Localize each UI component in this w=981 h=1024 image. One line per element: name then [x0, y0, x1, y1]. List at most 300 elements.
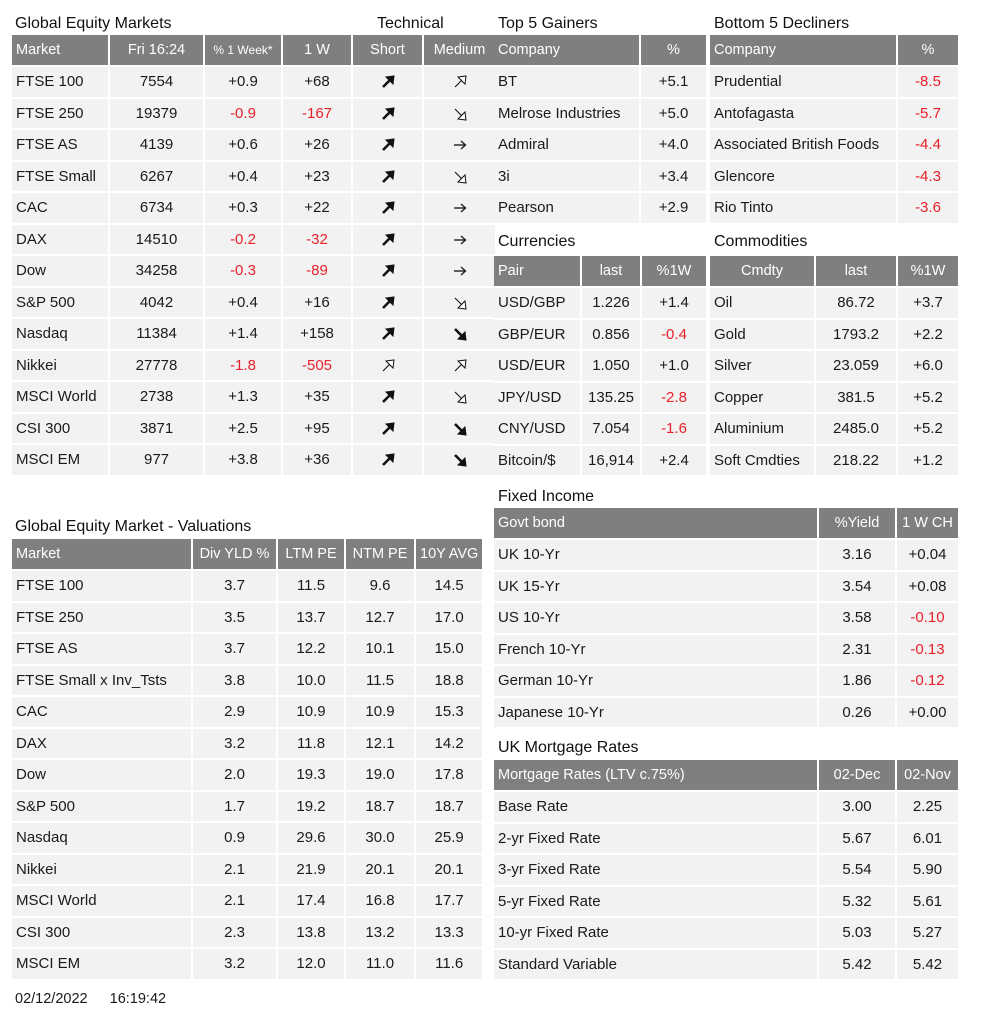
avg-10y-cell: 17.8 — [416, 758, 482, 790]
pct-cell: +5.1 — [641, 65, 706, 97]
last-cell: 135.25 — [582, 381, 642, 413]
short-trend-cell — [353, 223, 424, 255]
fixed-income-table — [494, 508, 958, 727]
yield-cell: 2.31 — [819, 633, 897, 665]
col-last: last — [816, 256, 898, 286]
col-pct: % — [641, 35, 706, 65]
market-name-cell: Nasdaq — [12, 821, 193, 853]
change-1w-cell: +158 — [283, 317, 353, 349]
change-1w-cell: -0.10 — [897, 601, 958, 633]
col-ltm: LTM PE — [278, 539, 346, 569]
pct-week-cell: +0.6 — [205, 128, 283, 160]
change-1w-cell: +68 — [283, 65, 353, 97]
col-company: Company — [710, 35, 898, 65]
short-trend-cell — [353, 97, 424, 129]
dec-rate-cell: 5.54 — [819, 853, 897, 885]
last-cell: 1793.2 — [816, 318, 898, 350]
change-1w-cell: +16 — [283, 286, 353, 318]
rate-name-cell: 5-yr Fixed Rate — [494, 885, 819, 917]
fixed-income-header-row — [494, 508, 958, 538]
table-row — [494, 633, 958, 665]
ntm-pe-cell: 19.0 — [346, 758, 416, 790]
arrow-up-right-bold-icon — [380, 105, 396, 122]
pair-cell: JPY/USD — [494, 381, 582, 413]
market-name-cell: Nikkei — [12, 349, 110, 381]
ntm-pe-cell: 10.9 — [346, 695, 416, 727]
table-row — [12, 128, 495, 160]
table-row — [710, 160, 958, 192]
avg-10y-cell: 11.6 — [416, 947, 482, 979]
market-name-cell: CAC — [12, 695, 193, 727]
div-yield-cell: 3.7 — [193, 632, 278, 664]
arrow-up-right-bold-icon — [380, 262, 396, 279]
change-1w-cell: +26 — [283, 128, 353, 160]
currencies-header-row — [494, 256, 706, 286]
arrow-right-icon — [452, 199, 468, 216]
table-row — [494, 538, 958, 570]
table-row — [12, 758, 482, 790]
change-1w-cell: +0.08 — [897, 570, 958, 602]
table-row — [12, 601, 482, 633]
price-cell: 19379 — [110, 97, 205, 129]
pct-week-cell: +2.5 — [205, 412, 283, 444]
change-1w-cell: +6.0 — [898, 349, 958, 381]
market-name-cell: CSI 300 — [12, 412, 110, 444]
col-short: Short — [353, 35, 424, 65]
pct-cell: -3.6 — [898, 191, 958, 223]
market-name-cell: Dow — [12, 254, 110, 286]
commodity-cell: Soft Cmdties — [710, 444, 816, 476]
table-row — [494, 349, 706, 381]
change-1w-cell: +22 — [283, 191, 353, 223]
div-yield-cell: 2.1 — [193, 884, 278, 916]
div-yield-cell: 3.7 — [193, 569, 278, 601]
table-row — [494, 381, 706, 413]
table-row — [12, 916, 482, 948]
table-row — [710, 349, 958, 381]
last-cell: 23.059 — [816, 349, 898, 381]
medium-trend-cell — [424, 286, 495, 318]
arrow-up-right-bold-icon — [380, 325, 396, 342]
mortgage-table-wrap — [494, 760, 958, 979]
div-yield-cell: 2.1 — [193, 853, 278, 885]
equity-table-wrap — [12, 35, 495, 475]
change-1w-cell: +35 — [283, 380, 353, 412]
div-yield-cell: 2.9 — [193, 695, 278, 727]
pct-cell: +3.4 — [641, 160, 706, 192]
table-row — [12, 821, 482, 853]
dec-rate-cell: 3.00 — [819, 790, 897, 822]
table-row — [710, 286, 958, 318]
arrow-right-icon — [452, 231, 468, 248]
table-row — [12, 191, 495, 223]
medium-trend-cell — [424, 223, 495, 255]
commodity-cell: Silver — [710, 349, 816, 381]
equity-header-row — [12, 35, 495, 65]
div-yield-cell: 2.0 — [193, 758, 278, 790]
arrow-up-right-bold-icon — [380, 231, 396, 248]
equity-title: Global Equity Markets — [15, 15, 172, 32]
table-row — [12, 349, 495, 381]
table-row — [494, 885, 958, 917]
table-row — [494, 444, 706, 476]
market-name-cell: Nasdaq — [12, 317, 110, 349]
arrow-up-right-bold-icon — [380, 73, 396, 90]
price-cell: 3871 — [110, 412, 205, 444]
yield-cell: 3.16 — [819, 538, 897, 570]
ltm-pe-cell: 13.7 — [278, 601, 346, 633]
ltm-pe-cell: 10.0 — [278, 664, 346, 696]
col-medium: Medium — [424, 35, 495, 65]
short-trend-cell — [353, 317, 424, 349]
change-1w-cell: +0.00 — [897, 696, 958, 728]
pct-week-cell: -1.8 — [205, 349, 283, 381]
col-yield: %Yield — [819, 508, 897, 538]
change-1w-cell: +5.2 — [898, 381, 958, 413]
last-cell: 2485.0 — [816, 412, 898, 444]
table-row — [494, 853, 958, 885]
col-1w: %1W — [898, 256, 958, 286]
pct-week-cell: +1.4 — [205, 317, 283, 349]
short-trend-cell — [353, 254, 424, 286]
last-cell: 1.226 — [582, 286, 642, 318]
last-cell: 381.5 — [816, 381, 898, 413]
price-cell: 2738 — [110, 380, 205, 412]
market-name-cell: MSCI World — [12, 884, 193, 916]
table-row — [12, 727, 482, 759]
ltm-pe-cell: 13.8 — [278, 916, 346, 948]
company-cell: Glencore — [710, 160, 898, 192]
table-row — [710, 128, 958, 160]
col-pct: % — [898, 35, 958, 65]
ntm-pe-cell: 12.7 — [346, 601, 416, 633]
price-cell: 6267 — [110, 160, 205, 192]
yield-cell: 3.58 — [819, 601, 897, 633]
nov-rate-cell: 6.01 — [897, 822, 958, 854]
market-name-cell: S&P 500 — [12, 286, 110, 318]
table-row — [710, 318, 958, 350]
medium-trend-cell — [424, 254, 495, 286]
ntm-pe-cell: 16.8 — [346, 884, 416, 916]
ntm-pe-cell: 10.1 — [346, 632, 416, 664]
arrow-up-right-bold-icon — [380, 451, 396, 468]
arrow-up-right-bold-icon — [380, 388, 396, 405]
avg-10y-cell: 25.9 — [416, 821, 482, 853]
table-row — [494, 128, 706, 160]
table-row — [12, 947, 482, 979]
market-name-cell: Dow — [12, 758, 193, 790]
col-avg: 10Y AVG — [416, 539, 482, 569]
company-cell: Admiral — [494, 128, 641, 160]
fixed-income-title: Fixed Income — [498, 488, 595, 505]
market-name-cell: Nikkei — [12, 853, 193, 885]
col-1w: 1 W — [283, 35, 353, 65]
bond-cell: US 10-Yr — [494, 601, 819, 633]
gainers-table — [494, 35, 706, 223]
pct-cell: +2.9 — [641, 191, 706, 223]
medium-trend-cell — [424, 65, 495, 97]
change-1w-cell: -89 — [283, 254, 353, 286]
change-1w-cell: +2.4 — [642, 444, 706, 476]
nov-rate-cell: 5.90 — [897, 853, 958, 885]
table-row — [494, 790, 958, 822]
pct-cell: +5.0 — [641, 97, 706, 129]
rate-name-cell: 10-yr Fixed Rate — [494, 916, 819, 948]
market-name-cell: MSCI EM — [12, 947, 193, 979]
last-cell: 7.054 — [582, 412, 642, 444]
arrow-down-right-outline-icon — [452, 168, 468, 185]
company-cell: Pearson — [494, 191, 641, 223]
short-trend-cell — [353, 286, 424, 318]
table-row — [494, 601, 958, 633]
commodities-table — [710, 256, 958, 475]
div-yield-cell: 1.7 — [193, 790, 278, 822]
ntm-pe-cell: 30.0 — [346, 821, 416, 853]
bond-cell: Japanese 10-Yr — [494, 696, 819, 728]
medium-trend-cell — [424, 380, 495, 412]
price-cell: 4042 — [110, 286, 205, 318]
div-yield-cell: 3.2 — [193, 727, 278, 759]
pct-week-cell: +0.4 — [205, 160, 283, 192]
medium-trend-cell — [424, 412, 495, 444]
rate-name-cell: 3-yr Fixed Rate — [494, 853, 819, 885]
commodity-cell: Aluminium — [710, 412, 816, 444]
technical-label: Technical — [377, 15, 444, 32]
col-dec: 02-Dec — [819, 760, 897, 790]
table-row — [12, 286, 495, 318]
nov-rate-cell: 5.42 — [897, 948, 958, 980]
table-row — [494, 160, 706, 192]
company-cell: Rio Tinto — [710, 191, 898, 223]
table-row — [494, 696, 958, 728]
ntm-pe-cell: 18.7 — [346, 790, 416, 822]
col-price: Fri 16:24 — [110, 35, 205, 65]
mortgage-table — [494, 760, 958, 979]
pct-cell: -4.3 — [898, 160, 958, 192]
arrow-down-right-outline-icon — [452, 105, 468, 122]
short-trend-cell — [353, 160, 424, 192]
medium-trend-cell — [424, 443, 495, 475]
col-div: Div YLD % — [193, 539, 278, 569]
div-yield-cell: 2.3 — [193, 916, 278, 948]
rate-name-cell: 2-yr Fixed Rate — [494, 822, 819, 854]
arrow-down-right-outline-icon — [452, 388, 468, 405]
ntm-pe-cell: 9.6 — [346, 569, 416, 601]
avg-10y-cell: 15.0 — [416, 632, 482, 664]
price-cell: 11384 — [110, 317, 205, 349]
nov-rate-cell: 5.61 — [897, 885, 958, 917]
pct-cell: -4.4 — [898, 128, 958, 160]
col-ntm: NTM PE — [346, 539, 416, 569]
short-trend-cell — [353, 443, 424, 475]
ltm-pe-cell: 19.2 — [278, 790, 346, 822]
market-name-cell: FTSE AS — [12, 632, 193, 664]
rate-name-cell: Standard Variable — [494, 948, 819, 980]
ltm-pe-cell: 11.5 — [278, 569, 346, 601]
col-market: Market — [12, 539, 193, 569]
change-1w-cell: +36 — [283, 443, 353, 475]
ntm-pe-cell: 20.1 — [346, 853, 416, 885]
table-row — [12, 65, 495, 97]
gainers-header-row — [494, 35, 706, 65]
avg-10y-cell: 14.5 — [416, 569, 482, 601]
market-name-cell: FTSE 250 — [12, 97, 110, 129]
market-name-cell: MSCI World — [12, 380, 110, 412]
last-cell: 218.22 — [816, 444, 898, 476]
nov-rate-cell: 2.25 — [897, 790, 958, 822]
avg-10y-cell: 13.3 — [416, 916, 482, 948]
arrow-down-right-bold-icon — [452, 451, 468, 468]
currencies-table — [494, 256, 706, 475]
pct-week-cell: +0.3 — [205, 191, 283, 223]
table-row — [494, 318, 706, 350]
short-trend-cell — [353, 380, 424, 412]
table-row — [494, 570, 958, 602]
table-row — [12, 160, 495, 192]
timestamp — [15, 991, 166, 1007]
price-cell: 14510 — [110, 223, 205, 255]
table-row — [494, 412, 706, 444]
table-row — [494, 97, 706, 129]
pct-week-cell: -0.9 — [205, 97, 283, 129]
table-row — [12, 632, 482, 664]
change-1w-cell: -2.8 — [642, 381, 706, 413]
ntm-pe-cell: 11.0 — [346, 947, 416, 979]
avg-10y-cell: 17.0 — [416, 601, 482, 633]
short-trend-cell — [353, 349, 424, 381]
table-row — [12, 97, 495, 129]
col-1w: %1W — [642, 256, 706, 286]
ltm-pe-cell: 12.0 — [278, 947, 346, 979]
last-cell: 1.050 — [582, 349, 642, 381]
market-name-cell: FTSE Small — [12, 160, 110, 192]
div-yield-cell: 3.2 — [193, 947, 278, 979]
change-1w-cell: +5.2 — [898, 412, 958, 444]
short-trend-cell — [353, 128, 424, 160]
commodity-cell: Oil — [710, 286, 816, 318]
col-cmdty: Cmdty — [710, 256, 816, 286]
company-cell: Associated British Foods — [710, 128, 898, 160]
market-name-cell: FTSE 250 — [12, 601, 193, 633]
bond-cell: UK 15-Yr — [494, 570, 819, 602]
ntm-pe-cell: 11.5 — [346, 664, 416, 696]
pct-week-cell: +1.3 — [205, 380, 283, 412]
company-cell: BT — [494, 65, 641, 97]
pair-cell: USD/EUR — [494, 349, 582, 381]
change-1w-cell: +1.2 — [898, 444, 958, 476]
arrow-up-right-bold-icon — [380, 420, 396, 437]
market-name-cell: DAX — [12, 727, 193, 759]
short-trend-cell — [353, 191, 424, 223]
ltm-pe-cell: 19.3 — [278, 758, 346, 790]
decliners-table-wrap — [710, 35, 958, 223]
market-name-cell: MSCI EM — [12, 443, 110, 475]
dec-rate-cell: 5.03 — [819, 916, 897, 948]
market-name-cell: FTSE 100 — [12, 569, 193, 601]
change-1w-cell: +2.2 — [898, 318, 958, 350]
commodity-cell: Gold — [710, 318, 816, 350]
last-cell: 86.72 — [816, 286, 898, 318]
fixed-income-table-wrap — [494, 508, 958, 727]
table-row — [710, 412, 958, 444]
change-1w-cell: -0.13 — [897, 633, 958, 665]
pair-cell: Bitcoin/$ — [494, 444, 582, 476]
price-cell: 6734 — [110, 191, 205, 223]
decliners-table — [710, 35, 958, 223]
col-bond: Govt bond — [494, 508, 819, 538]
bond-cell: German 10-Yr — [494, 664, 819, 696]
arrow-down-right-bold-icon — [452, 325, 468, 342]
col-mortgage: Mortgage Rates (LTV c.75%) — [494, 760, 819, 790]
price-cell: 7554 — [110, 65, 205, 97]
table-row — [12, 695, 482, 727]
price-cell: 27778 — [110, 349, 205, 381]
table-row — [12, 853, 482, 885]
valuations-header-row — [12, 539, 482, 569]
short-trend-cell — [353, 412, 424, 444]
medium-trend-cell — [424, 317, 495, 349]
pct-week-cell: -0.3 — [205, 254, 283, 286]
arrow-up-right-outline-icon — [452, 73, 468, 90]
table-row — [494, 822, 958, 854]
arrow-right-icon — [452, 136, 468, 153]
arrow-up-right-outline-icon — [452, 357, 468, 374]
price-cell: 34258 — [110, 254, 205, 286]
change-1w-cell: +0.04 — [897, 538, 958, 570]
ntm-pe-cell: 13.2 — [346, 916, 416, 948]
table-row — [12, 380, 495, 412]
table-row — [710, 65, 958, 97]
change-1w-cell: +3.7 — [898, 286, 958, 318]
pct-week-cell: +0.9 — [205, 65, 283, 97]
avg-10y-cell: 17.7 — [416, 884, 482, 916]
ltm-pe-cell: 17.4 — [278, 884, 346, 916]
timestamp-time: 16:19:42 — [109, 991, 167, 1007]
col-ch: 1 W CH — [897, 508, 958, 538]
div-yield-cell: 3.5 — [193, 601, 278, 633]
change-1w-cell: +1.4 — [642, 286, 706, 318]
table-row — [494, 286, 706, 318]
change-1w-cell: -0.4 — [642, 318, 706, 350]
change-1w-cell: +23 — [283, 160, 353, 192]
table-row — [12, 443, 495, 475]
arrow-down-right-outline-icon — [452, 294, 468, 311]
change-1w-cell: -1.6 — [642, 412, 706, 444]
table-row — [12, 317, 495, 349]
price-cell: 4139 — [110, 128, 205, 160]
col-pct-week: % 1 Week* — [205, 35, 283, 65]
col-last: last — [582, 256, 642, 286]
commodity-cell: Copper — [710, 381, 816, 413]
change-1w-cell: +1.0 — [642, 349, 706, 381]
table-row — [12, 254, 495, 286]
mortgage-header-row — [494, 760, 958, 790]
market-name-cell: DAX — [12, 223, 110, 255]
pair-cell: CNY/USD — [494, 412, 582, 444]
last-cell: 16,914 — [582, 444, 642, 476]
company-cell: Prudential — [710, 65, 898, 97]
change-1w-cell: -505 — [283, 349, 353, 381]
avg-10y-cell: 14.2 — [416, 727, 482, 759]
arrow-up-right-bold-icon — [380, 199, 396, 216]
arrow-down-right-bold-icon — [452, 420, 468, 437]
avg-10y-cell: 15.3 — [416, 695, 482, 727]
pair-cell: USD/GBP — [494, 286, 582, 318]
table-row — [710, 381, 958, 413]
table-row — [12, 223, 495, 255]
dec-rate-cell: 5.67 — [819, 822, 897, 854]
table-row — [494, 916, 958, 948]
